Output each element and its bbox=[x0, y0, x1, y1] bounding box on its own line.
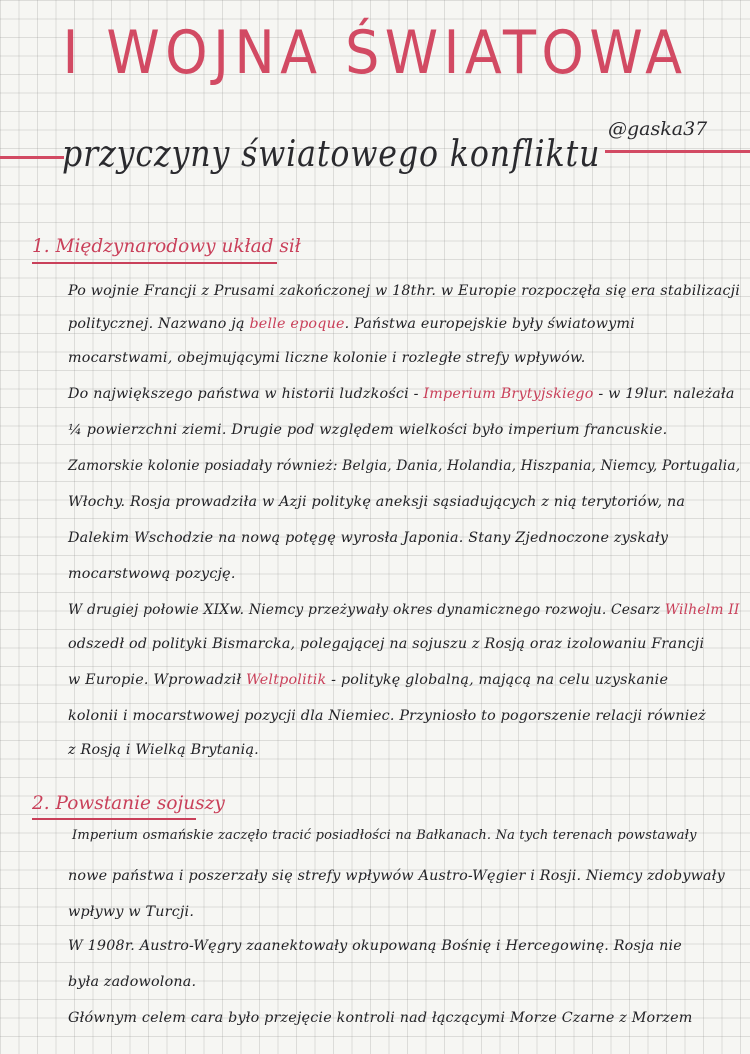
title-rule-right bbox=[605, 150, 750, 153]
highlight-term: Weltpolitik bbox=[246, 672, 327, 688]
text-line: Dalekim Wschodzie na nową potęgę wyrosła Japonia. Stany Zjednoczone zyskały bbox=[68, 530, 669, 546]
author-handle: @gaska37 bbox=[608, 118, 708, 140]
text-line: z Rosją i Wielką Brytanią. bbox=[68, 742, 259, 758]
text-line: mocarstwami, obejmującymi liczne kolonie i rozległe strefy wpływów. bbox=[68, 350, 586, 366]
text-line: Do największego państwa w historii ludzkości - Imperium Brytyjskiego - w 19lur. należała bbox=[68, 386, 735, 402]
text-line: odszedł od polityki Bismarcka, polegającej na sojuszu z Rosją oraz izolowaniu Francji bbox=[68, 636, 705, 652]
text-line: politycznej. Nazwano ją belle epoque. Państwa europejskie były światowymi bbox=[68, 316, 635, 332]
section-heading-2: 2. Powstanie sojuszy bbox=[32, 793, 225, 814]
section-heading-1-underline bbox=[32, 262, 277, 264]
text-line: kolonii i mocarstwowej pozycji dla Niemiec. Przyniosło to pogorszenie relacji również bbox=[68, 708, 706, 724]
text-line: nowe państwa i poszerzały się strefy wpływów Austro-Węgier i Rosji. Niemcy zdobywały bbox=[68, 868, 725, 884]
text-line: W drugiej połowie XIXw. Niemcy przeżywały okres dynamicznego rozwoju. Cesarz Wilhelm II bbox=[68, 602, 740, 618]
section-heading-1: 1. Międzynarodowy układ sił bbox=[32, 236, 301, 257]
text-line: Głównym celem cara było przejęcie kontroli nad łączącymi Morze Czarne z Morzem bbox=[68, 1010, 693, 1026]
page-title: I WOJNA ŚWIATOWA bbox=[62, 18, 688, 88]
text-line: W 1908r. Austro-Węgry zaanektowały okupowaną Bośnię i Hercegowinę. Rosja nie bbox=[68, 938, 682, 954]
title-rule-left bbox=[0, 156, 64, 159]
text-line: była zadowolona. bbox=[68, 974, 197, 990]
text-line: ¼ powierzchni ziemi. Drugie pod względem wielkości było imperium francuskie. bbox=[68, 422, 668, 438]
text-line: Po wojnie Francji z Prusami zakończonej w 18thr. w Europie rozpoczęła się era stabilizacji bbox=[68, 283, 741, 299]
text-line: w Europie. Wprowadził Weltpolitik - politykę globalną, mającą na celu uzyskanie bbox=[68, 672, 669, 688]
highlight-term: Wilhelm II bbox=[664, 602, 740, 618]
text-line: Włochy. Rosja prowadziła w Azji politykę aneksji sąsiadujących z nią terytoriów, na bbox=[68, 494, 686, 510]
highlight-term: Imperium Brytyjskiego bbox=[423, 386, 594, 402]
section-heading-2-underline bbox=[32, 818, 196, 820]
text-line: Imperium osmańskie zaczęło tracić posiadłości na Bałkanach. Na tych terenach powstawały bbox=[72, 828, 697, 843]
text-line: wpływy w Turcji. bbox=[68, 904, 195, 920]
text-line: mocarstwową pozycję. bbox=[68, 566, 236, 582]
text-line: Zamorskie kolonie posiadały również: Belgia, Dania, Holandia, Hiszpania, Niemcy, Portugalia, bbox=[68, 458, 741, 474]
highlight-term: belle epoque bbox=[249, 316, 345, 332]
page-subtitle: przyczyny światowego konfliktu bbox=[62, 134, 601, 175]
